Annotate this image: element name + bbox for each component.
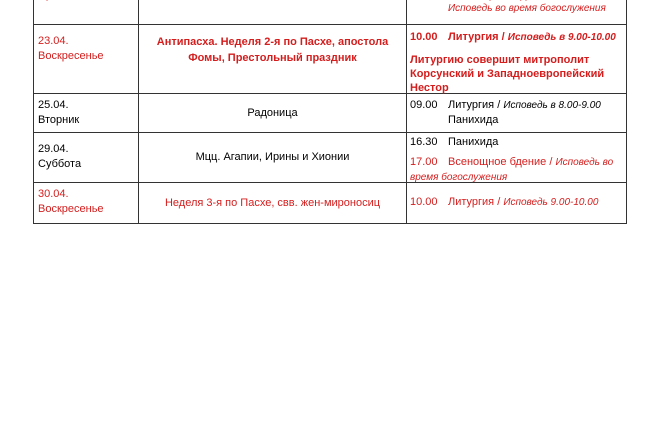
service-name: Панихида [448, 136, 499, 148]
service-note: Исповедь во время богослужения [448, 3, 606, 14]
separator: / [497, 196, 501, 208]
table-row [33, 183, 627, 224]
feast-title: Антипасха. Неделя 2-я по Пасхе, апостола Фомы, Престольный праздник [156, 36, 389, 64]
separator: / [497, 99, 501, 111]
feast-title: Радоница [247, 107, 298, 119]
service-time: 09.00 [410, 99, 438, 111]
service-name: Литургия [448, 31, 499, 43]
service-time: 10.00 [410, 31, 438, 43]
service-name: Всенощное бдение [448, 156, 547, 168]
service-note: Исповедь в 8.00-9.00 [503, 100, 601, 111]
service-time [410, 0, 448, 2]
table-row [33, 0, 627, 25]
service-name: Литургия [448, 196, 495, 208]
service-time: 16.30 [410, 136, 438, 148]
service-extra: Литургию совершит митрополит Корсунский и Западноевропейский Нестор [410, 54, 605, 94]
separator: / [549, 156, 553, 168]
service-note: Исповедь 9.00-10.00 [503, 197, 599, 208]
service-name: Литургия [448, 99, 495, 111]
weekday: Суббота [38, 158, 82, 170]
table-row [33, 133, 627, 183]
weekday [38, 0, 81, 3]
feast-title: Неделя 3-я по Пасхе, свв. жен-мироносиц [164, 197, 381, 209]
weekday: Воскресенье [38, 203, 104, 215]
date: 30.04. [38, 188, 69, 200]
date: 29.04. [38, 143, 69, 155]
service-time: 10.00 [410, 196, 438, 208]
separator: / [501, 31, 505, 43]
service-name: Панихида [448, 114, 499, 126]
table-row [33, 94, 627, 133]
feast-title: Мцц. Агапии, Ирины и Хионии [195, 151, 350, 163]
service-note: Исповедь в 9.00-10.00 [507, 32, 616, 43]
service-time: 17.00 [410, 156, 438, 168]
service-name [448, 0, 553, 1]
table-row [33, 25, 627, 94]
service-note: Исповедь во время богослужения [410, 157, 614, 183]
date: 23.04. [38, 35, 69, 47]
weekday: Вторник [38, 114, 80, 126]
weekday: Воскресенье [38, 50, 104, 62]
date: 25.04. [38, 99, 69, 111]
